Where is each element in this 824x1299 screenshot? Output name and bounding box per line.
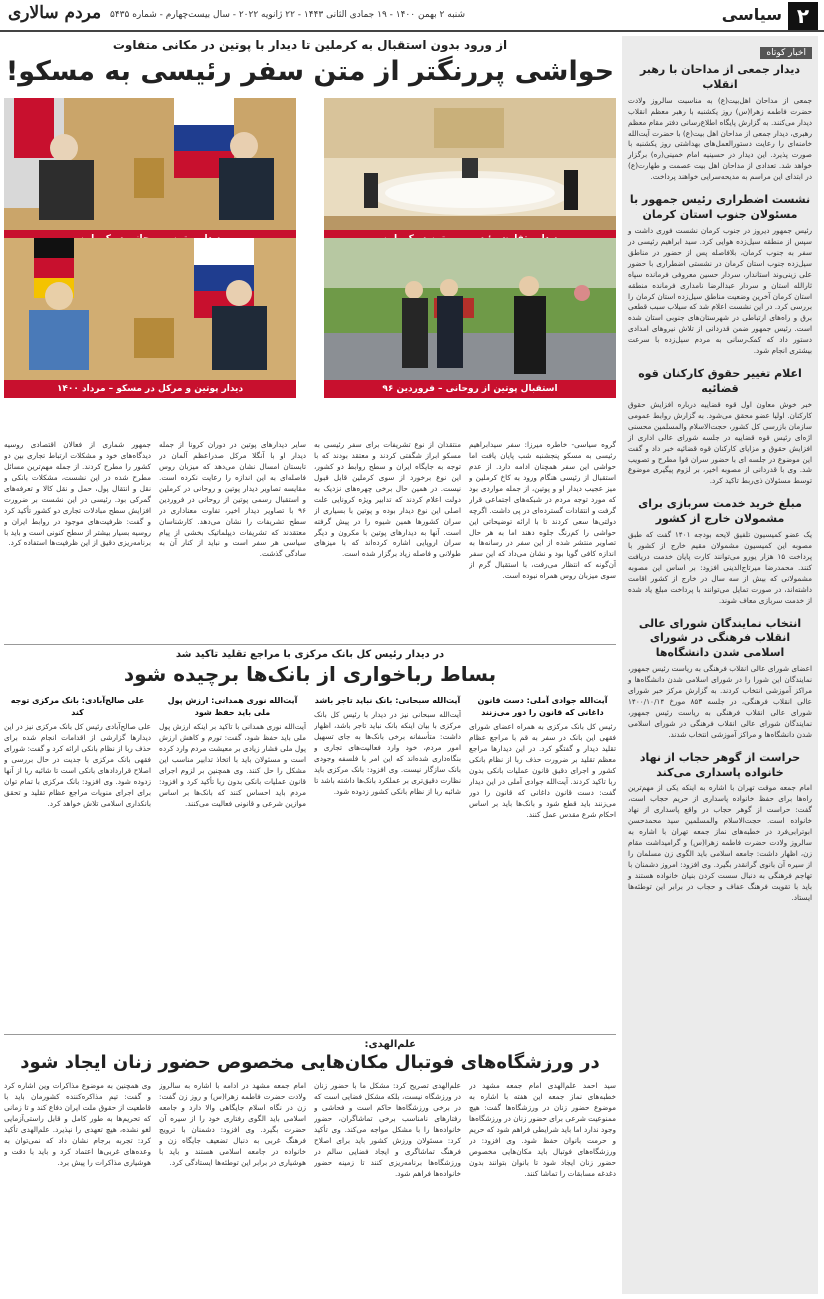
sidebar-news-item (628, 193, 812, 357)
article-column (159, 692, 306, 1012)
article-body (4, 692, 616, 1012)
sidebar-news-item (628, 497, 812, 606)
article-column: امام جمعه مشهد در ادامه با اشاره به سالروز ولادت حضرت فاطمه زهرا(س) و روز زن گفت: زن در نگاه اسلام جایگاهی والا دارد و جامعه اسلامی باید الگوی رفتاری خود را از سیره آن حضرت بگیرد. وی افزود: دشمنان با ترویج فرهنگ غربی به دنبال تضعیف جایگاه زن و خانواده در جامعه اسلامی هستند و باید با هوشیاری در برابر این توطئه‌ها ایستادگی کرد. (159, 1081, 306, 1167)
photo-putin-merkel (4, 238, 296, 398)
sidebar-news-title: مبلغ خرید خدمت سربازی برای مشمولان خارج از کشور (638, 497, 802, 526)
sidebar-news-item (628, 63, 812, 183)
photo-caption: استقبال پوتین از روحانی – فروردین ۹۶ (324, 380, 616, 398)
newspaper-logo: مردم سالاری (8, 3, 102, 23)
article-headline: حواشی پررنگتر از متن سفر رئیسی به مسکو! (5, 56, 615, 87)
article-column: گروه سیاسی- خاطره میرزا: سفر سیدابراهیم رئیسی به مسکو پنجشنبه شب پایان یافت اما حواشی این سفر همچنان ادامه دارد. از عدم استقبال از رئیسی هنگام ورود به کاخ کرملین و میز عجیب دیدار او و پوتین، از جمله مواردی بود که مورد توجه مردم در شبکه‌های اجتماعی قرار گرفت و انتقادات گسترده‌ای در پی داشت. اگرچه دولتی‌ها سعی کردند تا با ارائه توضیحاتی این حواشی را کم‌رنگ جلوه دهند اما به هر حال تصاویر منتشر شده از این سفر در رسانه‌ها به اندازه کافی گویا بود و نشان می‌داد که این سفر آن‌گونه که انتظار می‌رفت، با استقبال گرم از سوی میزبان روس همراه نبوده است. (469, 440, 616, 581)
date-line: شنبه ۲ بهمن ۱۴۰۰ - ۱۹ جمادی الثانی ۱۴۴۳ - ۲۲ ژانویه ۲۰۲۲ - سال بیست‌چهارم - شماره ۵۴۳۵ (110, 10, 466, 20)
sidebar-news-body: رئیس جمهور دیروز در جنوب کرمان نشست فوری داشت و سپس از منطقه سیل‌زده هوایی کرد. سید ابراهیم رئیسی در سفر به جنوب کرمان، بلافاصله پس از حضور در مناطق سیل‌زده جنوب استان کرمان در نشستی اضطراری با حضور علی زینی‌وند استاندار، سردار حسین معروفی فرمانده سپاه ثارالله استان و سردار عبدالرضا نامداری فرمانده منطقه استان کرمان آخرین وضعیت مناطق سیل‌زده استان کرمان را بررسی کرد. در این نشست اعلام شد که سیلاب سبب قطعی برق و راه‌های ارتباطی در شهرستان‌های جنوبی استان شده است. رئیس جمهور ضمن قدردانی از تلاش نیروهای امدادی دستور داد که کمک‌رسانی به مردم سیل‌زده با سرعت بیشتری انجام شود. (628, 225, 812, 356)
article-headline: در ورزشگاه‌های فوتبال مکان‌هایی مخصوص حضور زنان ایجاد شود (20, 1052, 600, 1073)
article-subhead: آیت‌الله جوادی آملی: دست قانون داغانی که قانون را دور می‌زنند (477, 696, 608, 717)
photo-putin-rouhani (4, 98, 296, 250)
welcome-photo (324, 238, 616, 380)
sidebar-news-body: امام جمعه موقت تهران با اشاره به اینکه یکی از مهم‌ترین راه‌ها برای حفظ خانواده پاسداری از حریم حجاب است، گفت: حراست از گوهر حجاب در واقع پاسداری از نهاد خانواده است. حجت‌الاسلام والمسلمین سید محمدحسن ابوترابی‌فرد در خطبه‌های نماز جمعه تهران با اشاره به سالروز ولادت حضرت فاطمه زهرا(س) و گرامیداشت مقام زن، اظهار داشت: جامعه اسلامی باید الگوی زن مسلمان را از سیره آن بانوی گرانقدر بگیرد. وی افزود: امروز دشمنان با تهاجم فرهنگی به دنبال سست کردن بنیان خانواده هستند و باید با تقویت فرهنگ عفاف و حجاب در برابر این توطئه‌ها ایستاد. (628, 783, 812, 902)
article-kicker: در دیدار رئیس کل بانک مرکزی با مراجع تقلید تاکید شد (175, 649, 445, 660)
sidebar-news-item (628, 617, 812, 741)
sidebar-news-body: خبر خوش معاون اول قوه قضاییه درباره افزایش حقوق کارکنان. اولیا عضو محقق می‌شود. به گزارش روابط عمومی سازمان بازرسی کل کشور، حجت‌الاسلام والمسلمین محسنی اژه‌ای رئیس قوه قضاییه در جلسه شورای عالی اداری از افزایش حقوق و مزایای کارکنان قوه قضائیه خبر داد و گفت این موضوع در جلسه ای با حضور سران قوا مطرح و تصویب شد. وی با قدردانی از مصوبه اخیر، بر لزوم پیگیری موضوع توسط مسئولان ذی‌ربط تاکید کرد. (628, 399, 812, 486)
article-column: علم‌الهدی تصریح کرد: مشکل ما با حضور زنان در ورزشگاه نیست، بلکه مشکل فضایی است که در برخی ورزشگاه‌ها حاکم است و فحاشی و رفتارهای نامناسب برخی تماشاگران، حضور خانواده‌ها را با مشکل مواجه می‌کند. وی تأکید کرد: مسئولان ورزش کشور باید برای اصلاح فرهنگ تماشاگری و ایجاد فضایی سالم در ورزشگاه‌ها برنامه‌ریزی کنند تا زمینه حضور خانواده‌ها فراهم شود. (314, 1081, 461, 1178)
article-column: منتقدان از نوع تشریفات برای سفر رئیسی به مسکو ابراز شگفتی کردند و معتقد بودند که با توجه به جایگاه ایران و سطح روابط دو کشور، این نوع برخورد از سوی کرملین قابل قبول نیست. در همین حال برخی چهره‌های نزدیک به دولت اعلام کردند که تدابیر ویژه کرونایی علت اصلی این نوع دیدار بوده و پوتین با بسیاری از سران کشورها همین شیوه را در پیش گرفته است. آنها به دیدارهای پوتین با مکرون و دیگر سران اروپایی اشاره کرده‌اند که با میزهای طولانی و فاصله زیاد برگزار شده است. (314, 440, 461, 559)
sidebar-news-body: جمعی از مداحان اهل‌بیت(ع) به مناسبت سالروز ولادت حضرت فاطمه زهرا(س) روز یکشنبه با رهبر معظم انقلاب دیدار می‌کنند. به گزارش پایگاه اطلاع‌رسانی دفتر مقام معظم رهبری، دیدار جمعی از مداحان اهل بیت(ع) با حضرت آیت‌الله خامنه‌ای را رعایت دستورالعمل‌های بهداشتی روز یکشنبه با صورت پذیرد. این دیدار در حسینیه امام خمینی(ره) برگزار خواهد شد. تعدادی از مداحان اهل بیت عصمت و طهارت(ع) در ابتدای این مراسم به مدیحه‌سرایی خواهند پرداخت. (628, 95, 812, 182)
sidebar-news-item (628, 751, 812, 904)
sidebar-news-title: انتخاب نمایندگان شورای عالی انقلاب فرهنگی در شورای اسلامی شدن دانشگاه‌ها (638, 616, 802, 660)
article-text: آیت‌الله سبحانی نیز در دیدار با رئیس کل بانک مرکزی با بیان اینکه بانک نباید تاجر باشد، اظهار داشت: متأسفانه برخی بانک‌ها به جای تسهیل امور مردم، خود وارد فعالیت‌های تجاری و بنگاه‌داری شده‌اند که این امر با فلسفه وجودی بانک سازگار نیست. وی افزود: بانک مرکزی باید نظارت دقیق‌تری بر عملکرد بانک‌ها داشته باشد تا شائبه ربا از نظام بانکی کشور زدوده شود. (314, 710, 461, 796)
sidebar-news-body: اعضای شورای عالی انقلاب فرهنگی به ریاست رئیس جمهور، نمایندگان این شورا را در شورای اسلامی شدن دانشگاه‌ها و مراکز آموزشی انتخاب کردند. به گزارش مرکز خبر شورای عالی انقلاب فرهنگی، در جلسه ۸۵۳ مورخ ۱۴۰۰/۱۰/۱۴ شورای عالی انقلاب فرهنگی به ریاست رئیس جمهور، نمایندگان شورای عالی انقلاب فرهنگی در شورای اسلامی شدن دانشگاه‌ها و مراکز آموزشی انتخاب شدند. (628, 664, 812, 739)
meeting-photo (4, 238, 296, 380)
sidebar-news-item (628, 367, 812, 487)
article-column (314, 692, 461, 1012)
sidebar-news-title: نشست اضطراری رئیس جمهور با مسئولان جنوب استان کرمان (629, 193, 811, 222)
photo-putin-welcome (324, 238, 616, 398)
article-text: علی صالح‌آبادی رئیس کل بانک مرکزی نیز در این دیدارها گزارشی از اقدامات انجام شده برای حذف ربا از نظام بانکی ارائه کرد و گفت: شورای فقهی بانک مرکزی با جدیت در حال بررسی و اصلاح قراردادهای بانکی است تا شائبه ربا از آنها زدوده شود. وی افزود: بانک مرکزی با تمام توان برای اجرای منویات مراجع عظام تقلید و تحقق بانکداری اسلامی تلاش خواهد کرد. (4, 722, 151, 808)
sidebar-news-title: دیدار جمعی از مداحان با رهبر انقلاب (639, 63, 801, 91)
sidebar-news-title: حراست از گوهر حجاب از نهاد خانواده پاسداری می‌کند (639, 750, 801, 779)
article-column (4, 692, 151, 1012)
sidebar-news-body: یک عضو کمیسیون تلفیق لایحه بودجه ۱۴۰۱ گفت که طبق مصوبه این کمیسیون مشمولان مقیم خارج از کشور با پرداخت ۱۵ هزار یورو می‌توانند کارت پایان خدمت دریافت کنند. محمدرضا میرتاج‌الدینی افزود: بر اساس این مصوبه مشمولانی که بیش از سه سال در خارج از کشور اقامت داشته‌اند، در صورت تمایل می‌توانند با پرداخت مبلغ یاد شده از خدمت سربازی معاف شوند. (628, 530, 812, 605)
article-kicker: از ورود بدون استقبال به کرملین تا دیدار با پوتین در مکانی متفاوت (112, 38, 508, 52)
article-column: سید احمد علم‌الهدی امام جمعه مشهد در خطبه‌های نماز جمعه این هفته با اشاره به موضوع حضور زنان در ورزشگاه‌ها گفت: هیچ ممنوعیت شرعی برای حضور زنان در ورزشگاه‌ها وجود ندارد اما باید شرایطی فراهم شود که حریم و حرمت بانوان حفظ شود. وی افزود: در ورزشگاه‌های فوتبال باید مکان‌هایی مخصوص حضور زنان ایجاد شود تا بانوان بتوانند بدون دغدغه مسابقات را تماشا کنند. (469, 1081, 616, 1178)
photo-raisi-putin (324, 98, 616, 250)
article-kicker: علم‌الهدی: (364, 1039, 416, 1050)
meeting-photo (4, 98, 296, 230)
main-content (4, 36, 616, 1178)
article-subhead: علی صالح‌آبادی: بانک مرکزی توجه کند (10, 696, 145, 717)
meeting-photo (324, 98, 616, 230)
article-subhead: آیت‌الله نوری همدانی: ارزش پول ملی باید حفظ شود (167, 696, 298, 717)
article-column: سایر دیدارهای پوتین در دوران کرونا از جمله دیدار او با آنگلا مرکل صدراعظم آلمان در تابستان امسال نشان می‌دهد که میزبان روس فاصله‌ای به این اندازه را رعایت نکرده است. مقایسه تصاویر دیدار پوتین و روحانی در کرملین و استقبال رسمی پوتین از روحانی در فروردین ۹۶ با تصاویر دیدار اخیر، تفاوت معناداری در سطح تشریفات را نشان می‌دهد. کارشناسان معتقدند که تشریفات دیپلماتیک بخشی از پیام سیاسی هر سفر است و نباید از کنار آن به سادگی گذشت. (159, 440, 306, 559)
section-name: سیاسی (721, 5, 782, 24)
article-text: آیت‌الله نوری همدانی با تاکید بر اینکه ارزش پول ملی باید حفظ شود، گفت: تورم و کاهش ارزش پول ملی فشار زیادی بر معیشت مردم وارد کرده است و مسئولان باید با اتخاذ تدابیر مناسب این مشکل را حل کنند. وی همچنین بر لزوم اجرای قانون عملیات بانکی بدون ربا تأکید کرد و افزود: مردم باید احساس کنند که بانک‌ها بر اساس موازین شرعی و قانونی فعالیت می‌کنند. (159, 722, 306, 808)
article-body (4, 440, 616, 650)
masthead (0, 0, 824, 32)
photo-grid (4, 98, 616, 432)
news-sidebar (622, 36, 818, 1294)
article-body (4, 1081, 616, 1299)
article-text: رئیس کل بانک مرکزی به همراه اعضای شورای فقهی این بانک در سفر به قم با مراجع عظام تقلید دیدار و گفتگو کرد. در این دیدارها مراجع معظم تقلید بر ضرورت حذف ربا از نظام بانکی کشور و اجرای دقیق قانون عملیات بانکی بدون ربا تاکید کردند. آیت‌الله جوادی آملی در این دیدار گفت: دست قانون داغانی که قانون را دور می‌زنند باید قطع شود و بانک‌ها باید بر اساس احکام شرع مقدس عمل کنند. (469, 722, 616, 819)
sidebar-tag: اخبار کوتاه (760, 47, 812, 59)
article-bank (4, 644, 616, 1034)
page-number: ۲ (788, 2, 818, 30)
article-subhead: آیت‌الله سبحانی: بانک نباید تاجر باشد (314, 696, 461, 705)
photo-caption: دیدار پوتین و مرکل در مسکو – مرداد ۱۴۰۰ (4, 380, 296, 398)
article-stadium (4, 1034, 616, 1299)
article-column: جمهور شماری از فعالان اقتصادی روسیه دیدگاه‌های خود و مشکلات ارتباط تجاری بین دو کشور را مطرح کردند. از جمله مهم‌ترین مسائل مطرح شده در این نشست، مشکلات بانکی و نقل و انتقال پول، حمل و نقل کالا و تعرفه‌های گمرکی بود. رئیسی در این نشست بر ضرورت افزایش سطح مبادلات تجاری دو کشور تأکید کرد و گفت: ظرفیت‌های موجود در روابط ایران و روسیه بسیار بیشتر از سطح کنونی است و باید با برنامه‌ریزی دقیق از این ظرفیت‌ها استفاده کرد. (4, 440, 151, 548)
article-column: وی همچنین به موضوع مذاکرات وین اشاره کرد و گفت: تیم مذاکره‌کننده کشورمان باید با قاطعیت از حقوق ملت ایران دفاع کند و تا زمانی که تحریم‌ها به طور کامل و قابل راستی‌آزمایی لغو نشده، هیچ تعهدی را نپذیرد. علم‌الهدی تأکید کرد: تجربه برجام نشان داد که نمی‌توان به وعده‌های غربی‌ها اعتماد کرد و باید با دقت و هوشیاری مذاکرات را پیش برد. (4, 1081, 151, 1167)
sidebar-news-title: اعلام تغییر حقوق کارکنان قوه قضائیه (638, 367, 802, 395)
article-column (469, 692, 616, 1012)
article-headline: بساط رباخواری از بانک‌ها برچیده شود (123, 662, 497, 686)
